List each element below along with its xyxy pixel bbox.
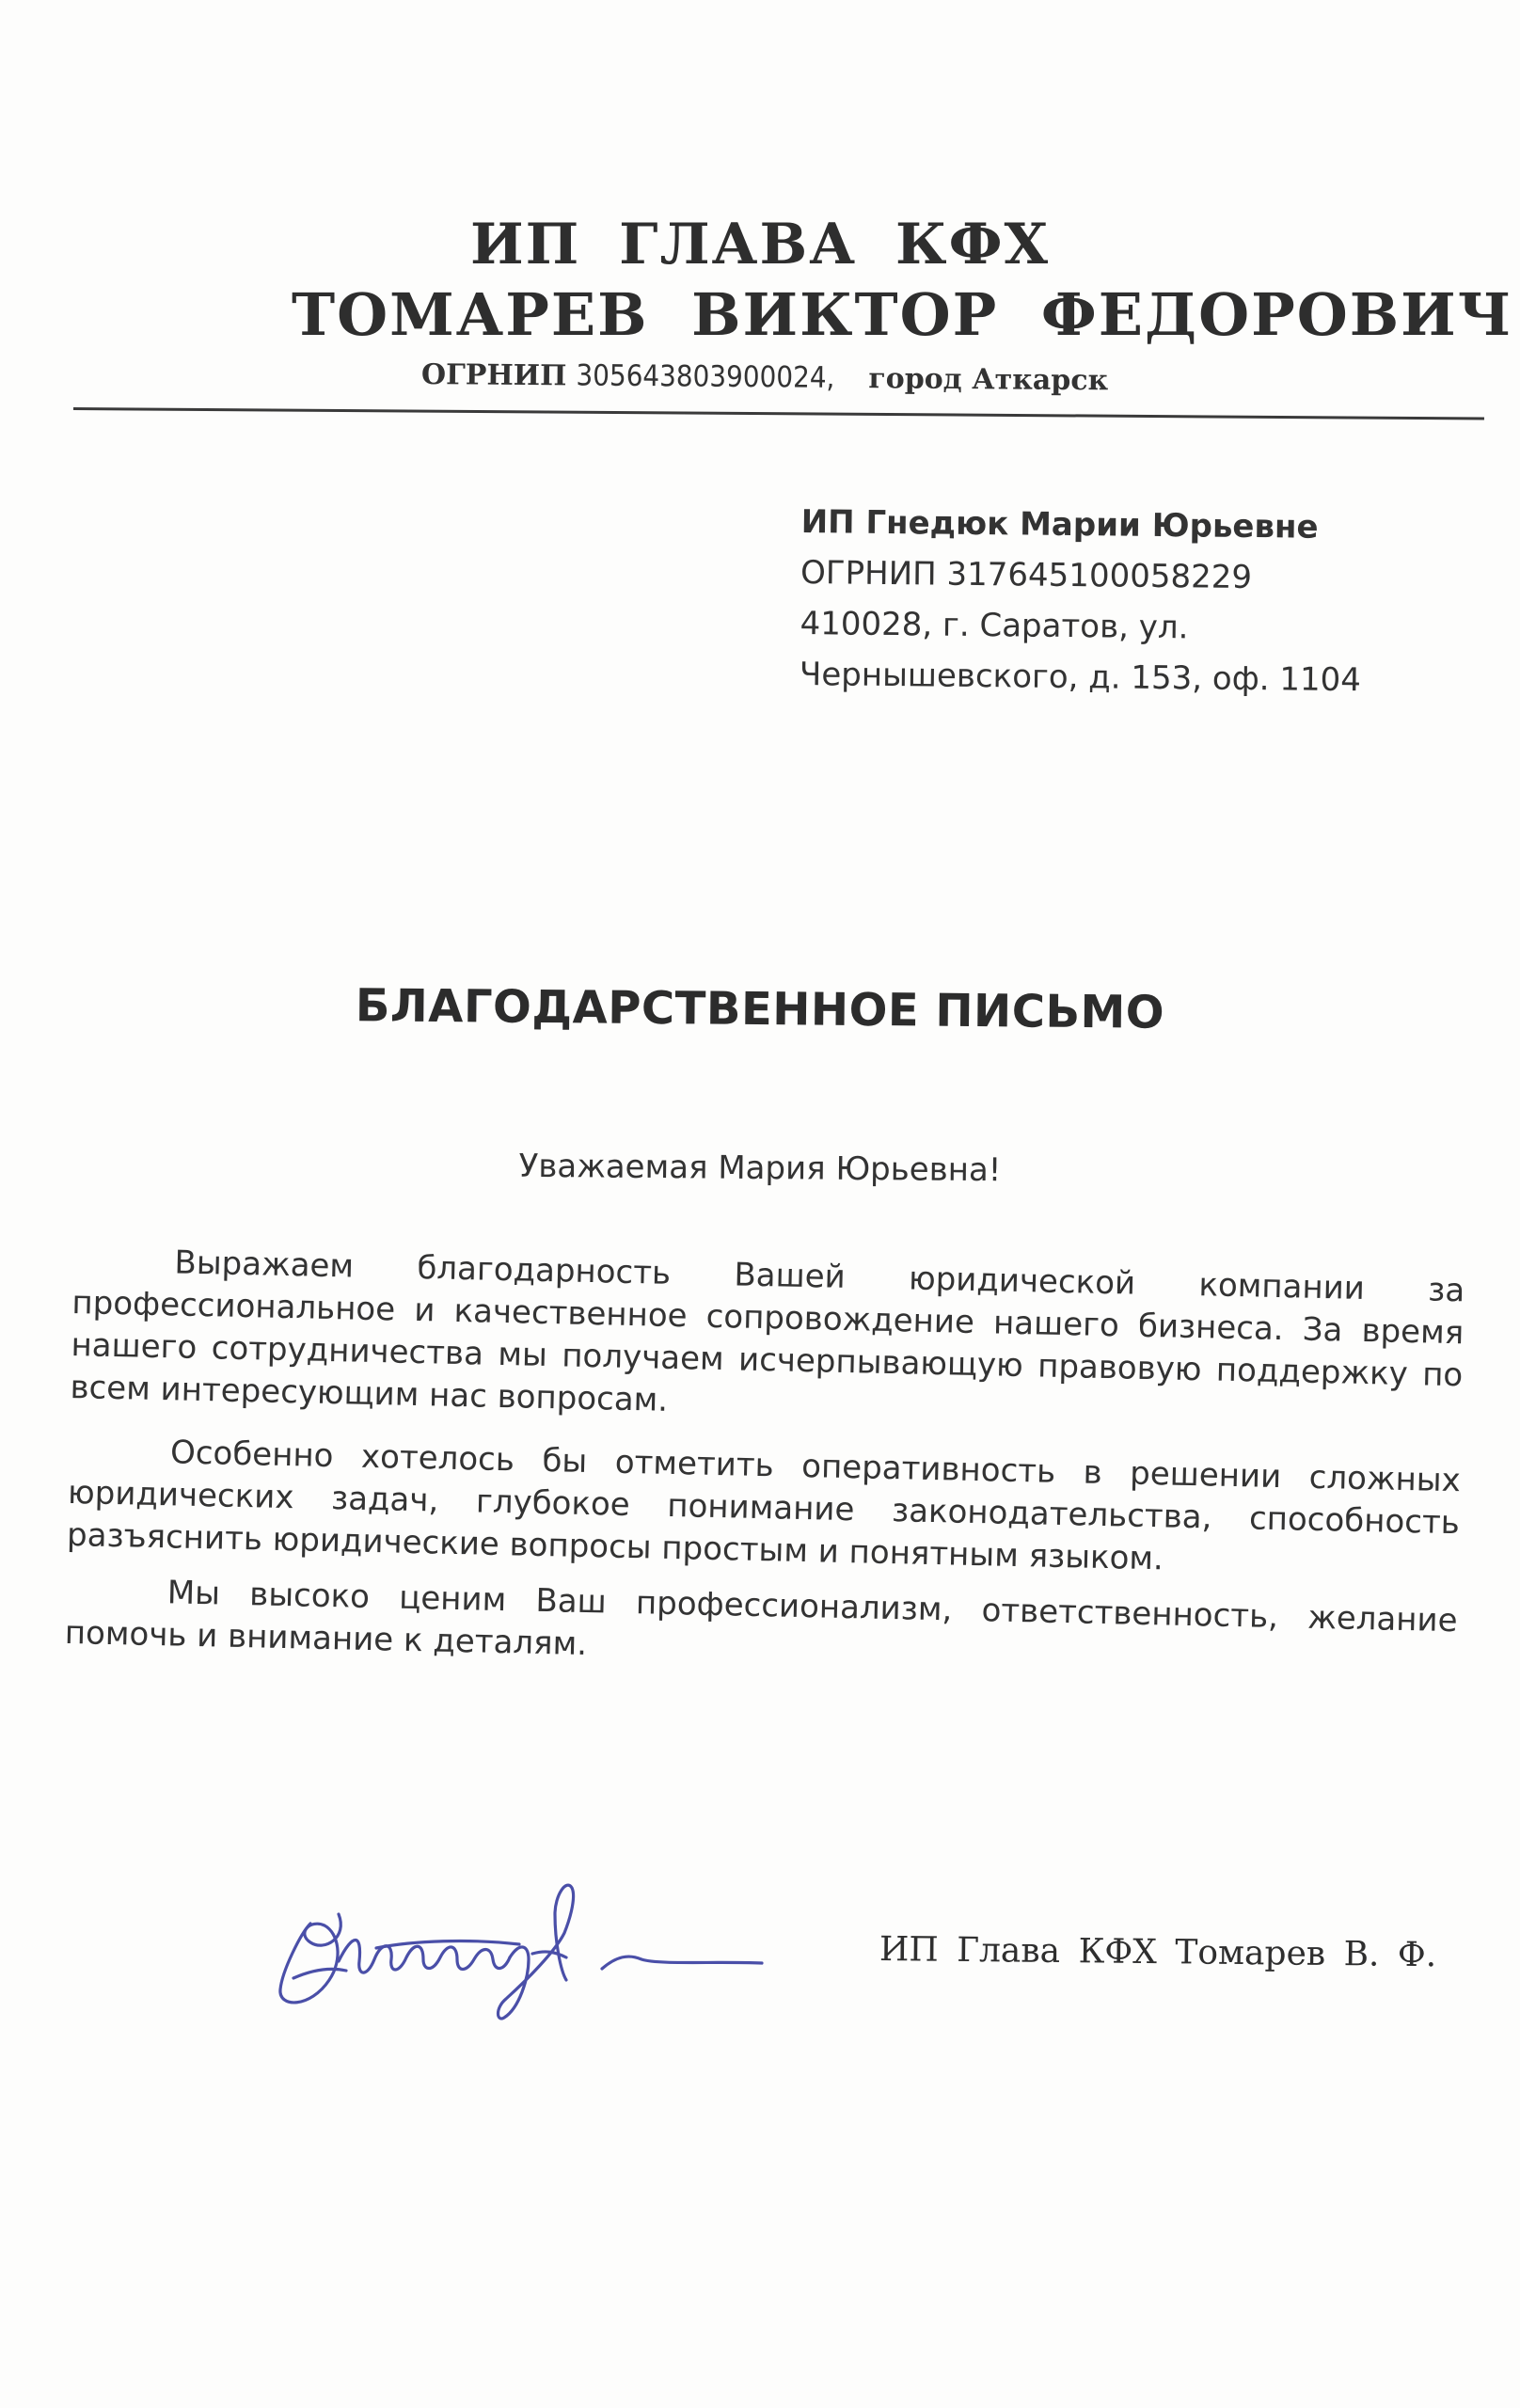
addressee-address-line2: Чернышевского, д. 153, оф. 1104 xyxy=(799,655,1362,700)
letterhead-divider xyxy=(73,407,1484,420)
letterhead-name: ТОМАРЕВ ВИКТОР ФЕДОРОВИЧ xyxy=(292,280,1513,349)
addressee-name: ИП Гнедюк Марии Юрьевне xyxy=(800,502,1319,547)
body-paragraph: Мы высоко ценим Ваш профессионализм, ответственность, желание помочь и внимание к деталям. xyxy=(64,1574,1458,1664)
letterhead-title: ИП ГЛАВА КФХ xyxy=(469,212,1051,277)
addressee-address-line1: 410028, г. Саратов, ул. xyxy=(800,604,1189,647)
body-paragraph: Выражаем благодарность Вашей юридической компании за профессиональное и качественное сопровождение нашего бизнеса. За время нашего сотрудничества мы получаем исчерпывающую правовую поддержку по всем интересующим нас вопросам. xyxy=(70,1244,1465,1419)
letter-body xyxy=(64,1240,1465,1698)
letterhead-details xyxy=(421,357,1109,397)
addressee-block xyxy=(800,497,1363,705)
addressee-ogrnip: ОГРНИП 317645100058229 xyxy=(800,553,1253,597)
body-paragraph: Особенно хотелось бы отметить оперативность в решении сложных юридических задач, глубокое понимание законодательства, способность разъяснить юридические вопросы простым и понятным языком. xyxy=(66,1434,1462,1578)
letterhead-city: город Аткарск xyxy=(868,362,1109,398)
greeting: Уважаемая Мария Юрьевна! xyxy=(518,1147,1002,1190)
letterhead-ogrnip-label: ОГРНИП xyxy=(420,358,567,393)
signer-name: ИП Глава КФХ Томарев В. Ф. xyxy=(879,1930,1437,1975)
handwritten-signature xyxy=(273,1867,781,2027)
letterhead-ogrnip-number: 305643803900024, xyxy=(576,358,835,395)
document-title: БЛАГОДАРСТВЕННОЕ ПИСЬМО xyxy=(355,979,1165,1039)
